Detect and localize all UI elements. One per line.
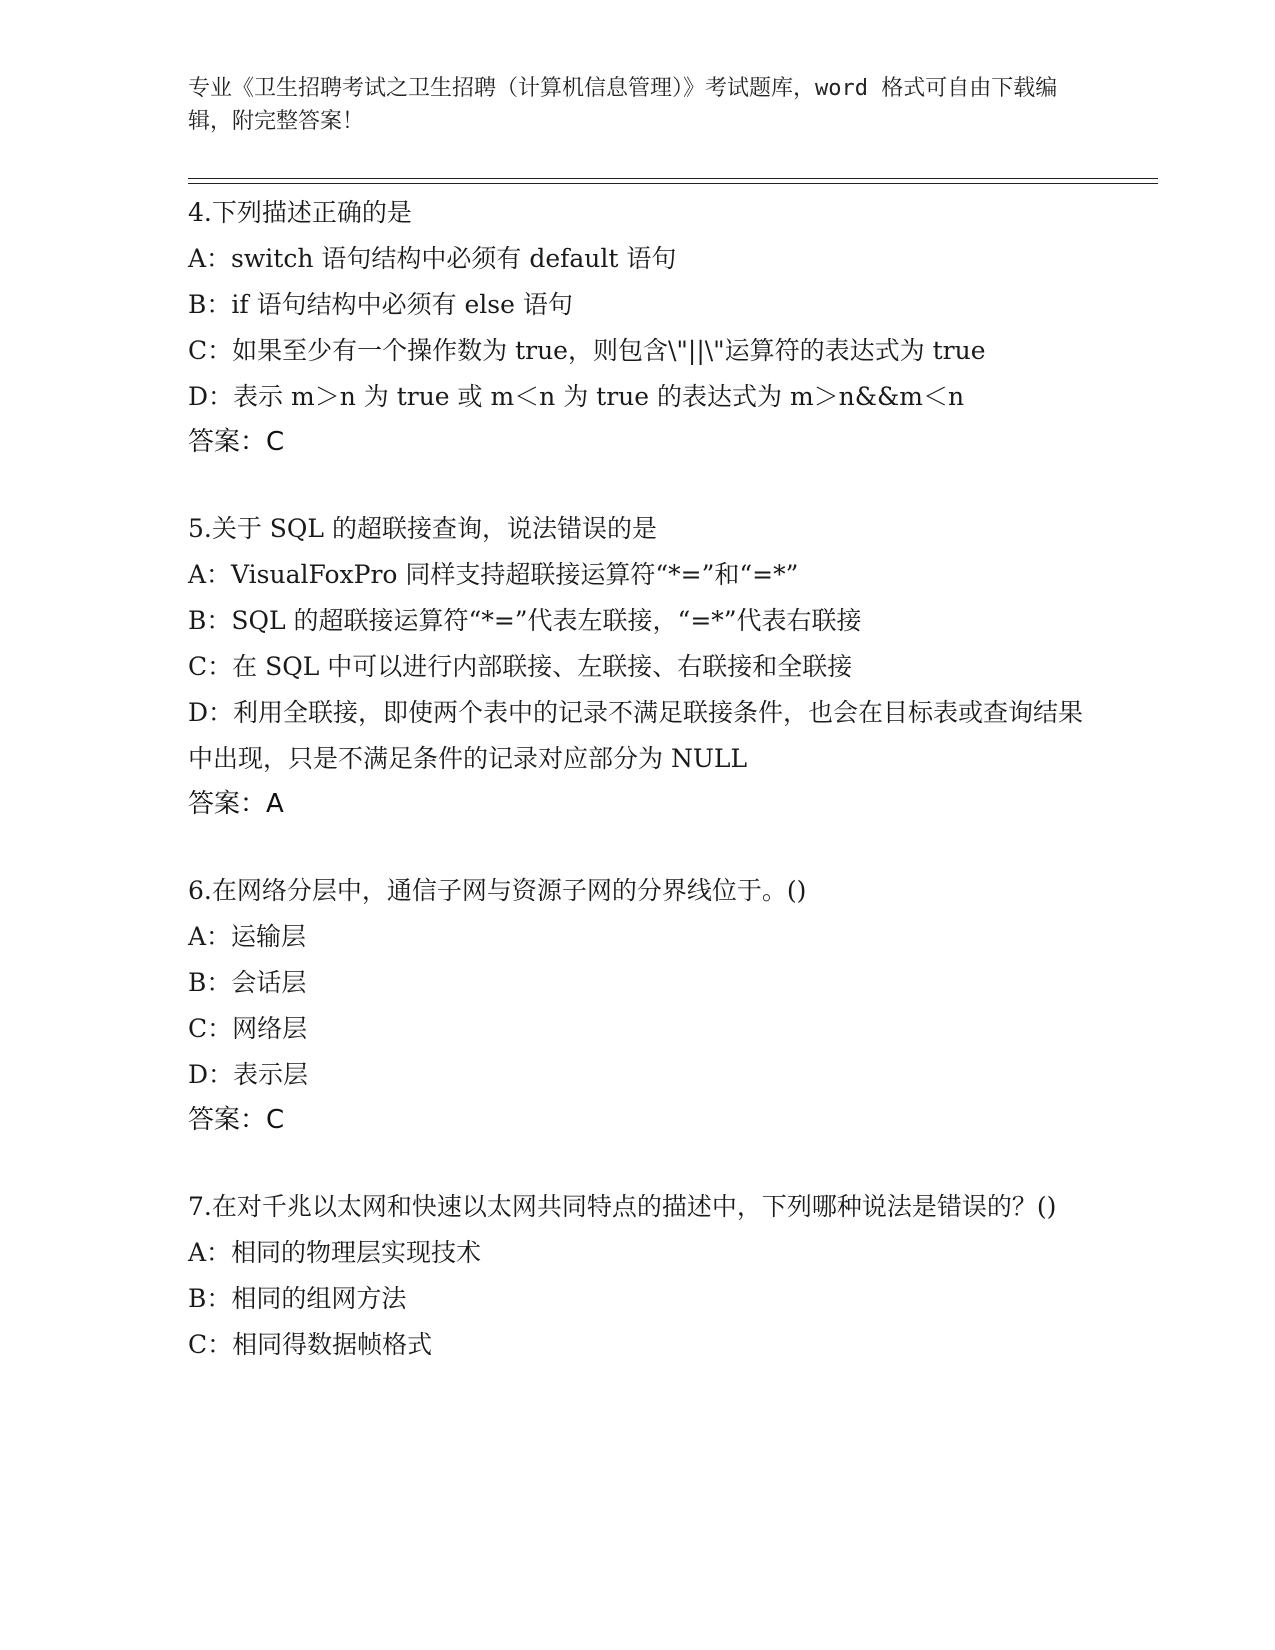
answer-line: 答案：C (188, 1105, 285, 1135)
option-a: A：相同的物理层实现技术 (188, 1238, 482, 1267)
question-stem: 6.在网络分层中，通信子网与资源子网的分界线位于。() (188, 876, 807, 905)
question-6 (188, 868, 1088, 1142)
option-d: D：利用全联接，即使两个表中的记录不满足联接条件，也会在目标表或查询结果中出现，只是不满足条件的记录对应部分为 NULL (188, 698, 1084, 773)
question-5 (188, 506, 1088, 826)
option-c: C：相同得数据帧格式 (188, 1330, 433, 1359)
option-d: D：表示层 (188, 1060, 309, 1089)
question-stem: 7.在对千兆以太网和快速以太网共同特点的描述中，下列哪种说法是错误的？() (188, 1192, 1057, 1221)
question-4 (188, 190, 1088, 464)
answer-line: 答案：A (188, 789, 284, 819)
option-b: B：相同的组网方法 (188, 1284, 407, 1313)
option-a: A：switch 语句结构中必须有 default 语句 (188, 244, 677, 273)
option-b: B：SQL 的超联接运算符“*=”代表左联接，“=*”代表右联接 (188, 606, 862, 635)
option-d: D：表示 m＞n 为 true 或 m＜n 为 true 的表达式为 m＞n&&m＜n (188, 382, 965, 411)
question-list (188, 190, 1088, 1410)
option-a: A：VisualFoxPro 同样支持超联接运算符“*=”和“=*” (188, 560, 799, 589)
question-stem: 5.关于 SQL 的超联接查询，说法错误的是 (188, 514, 657, 543)
answer-line: 答案：C (188, 427, 285, 457)
option-b: B：会话层 (188, 968, 307, 997)
document-header: 专业《卫生招聘考试之卫生招聘（计算机信息管理）》考试题库，word 格式可自由下载编辑，附完整答案！ (188, 76, 1058, 134)
option-c: C：如果至少有一个操作数为 true，则包含\"||\"运算符的表达式为 true (188, 336, 986, 365)
question-7 (188, 1184, 1088, 1368)
header-divider (188, 178, 1158, 184)
option-b: B：if 语句结构中必须有 else 语句 (188, 290, 573, 319)
question-stem: 4.下列描述正确的是 (188, 198, 412, 227)
option-a: A：运输层 (188, 922, 307, 951)
option-c: C：网络层 (188, 1014, 308, 1043)
option-c: C：在 SQL 中可以进行内部联接、左联接、右联接和全联接 (188, 652, 853, 681)
